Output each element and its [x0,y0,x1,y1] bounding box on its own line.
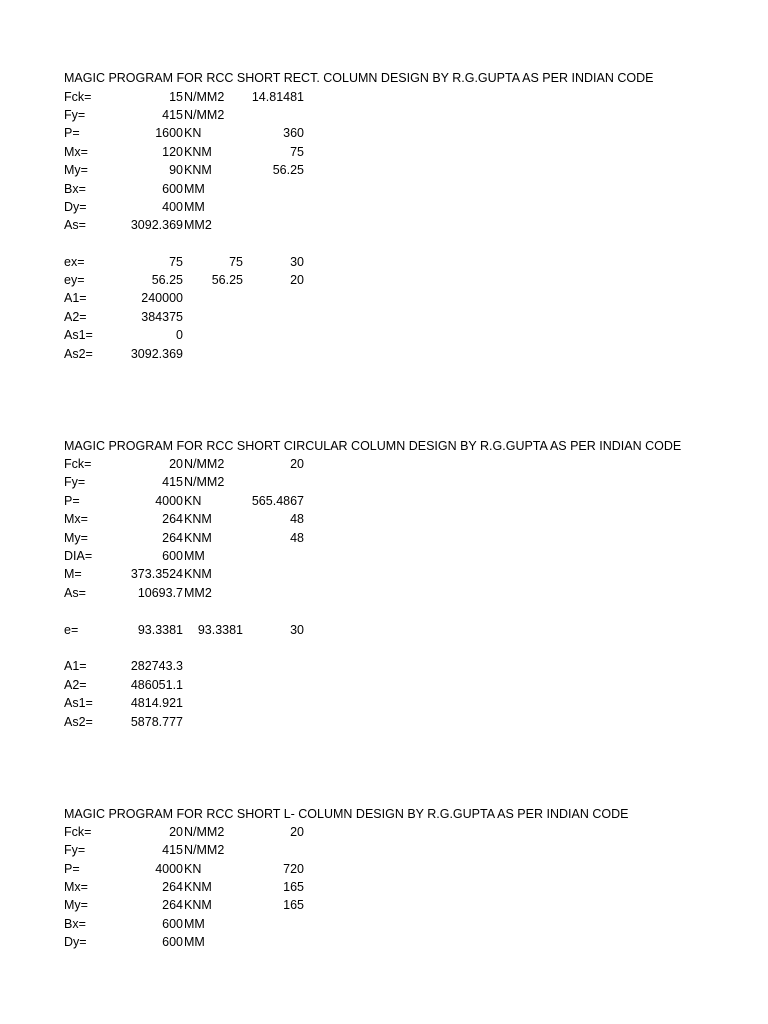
row-value: 5878.777 [130,715,183,729]
row-value: 384375 [141,310,183,324]
row-value: 10693.7 [137,586,183,600]
input-row [0,841,768,859]
row-extra: 56.25 [272,163,304,177]
result-row [0,271,768,289]
row-value: 486051.1 [130,678,183,692]
row-unit: KNM [184,898,212,912]
input-row [0,216,768,234]
row-unit: KN [184,494,202,508]
row-value: 415 [162,843,183,857]
row-label: e= [64,623,79,637]
row-value: 264 [162,531,183,545]
row-label: Mx= [64,145,88,159]
row-extra: 20 [290,273,304,287]
row-label: A2= [64,310,87,324]
row-label: As1= [64,328,93,342]
input-row [0,565,768,583]
input-row [0,823,768,841]
row-value: 120 [162,145,183,159]
row-label: A1= [64,659,87,673]
row-label: As2= [64,715,93,729]
row-value: 56.25 [151,273,183,287]
row-mid: 93.3381 [197,623,243,637]
row-label: P= [64,494,80,508]
input-row [0,584,768,602]
row-value: 240000 [141,291,183,305]
row-label: My= [64,163,88,177]
input-row [0,510,768,528]
section-title: MAGIC PROGRAM FOR RCC SHORT CIRCULAR COLUMN DESIGN BY R.G.GUPTA AS PER INDIAN CODE [64,439,682,453]
row-label: My= [64,898,88,912]
row-value: 264 [162,898,183,912]
input-row [0,180,768,198]
row-label: ey= [64,273,85,287]
row-label: A1= [64,291,87,305]
row-label: Bx= [64,917,86,931]
row-label: P= [64,862,80,876]
row-value: 93.3381 [137,623,183,637]
row-value: 264 [162,880,183,894]
input-row [0,473,768,491]
row-value: 600 [162,917,183,931]
input-row [0,106,768,124]
input-row [0,455,768,473]
row-extra: 30 [290,255,304,269]
row-extra: 48 [290,531,304,545]
row-label: DIA= [64,549,93,563]
row-value: 600 [162,182,183,196]
row-unit: KNM [184,531,212,545]
result-row [0,676,768,694]
row-unit: MM2 [184,586,212,600]
row-value: 4000 [155,494,183,508]
row-value: 3092.369 [130,347,183,361]
row-unit: KNM [184,567,212,581]
result-row [0,289,768,307]
row-label: Fy= [64,843,86,857]
row-value: 90 [169,163,183,177]
row-label: As1= [64,696,93,710]
row-label: Mx= [64,512,88,526]
row-value: 20 [169,457,183,471]
row-value: 3092.369 [130,218,183,232]
row-unit: MM [184,549,205,563]
row-unit: KNM [184,163,212,177]
row-unit: N/MM2 [184,90,225,104]
row-value: 282743.3 [130,659,183,673]
row-unit: KNM [184,512,212,526]
section-title: MAGIC PROGRAM FOR RCC SHORT L- COLUMN DESIGN BY R.G.GUPTA AS PER INDIAN CODE [64,807,629,821]
row-label: Fy= [64,475,86,489]
input-row [0,878,768,896]
row-unit: MM [184,200,205,214]
result-row [0,657,768,675]
row-label: M= [64,567,82,581]
row-mid: 56.25 [211,273,243,287]
row-unit: N/MM2 [184,108,225,122]
row-label: Fck= [64,457,92,471]
result-row [0,621,768,639]
row-label: Dy= [64,935,87,949]
row-value: 415 [162,475,183,489]
input-row [0,143,768,161]
input-row [0,896,768,914]
row-unit: N/MM2 [184,843,225,857]
row-value: 600 [162,935,183,949]
row-extra: 30 [290,623,304,637]
row-extra: 20 [290,457,304,471]
row-label: Fck= [64,90,92,104]
row-unit: MM [184,917,205,931]
row-label: ex= [64,255,85,269]
row-extra: 360 [283,126,304,140]
result-row [0,326,768,344]
row-unit: N/MM2 [184,457,225,471]
row-value: 1600 [155,126,183,140]
row-unit: MM [184,182,205,196]
input-row [0,547,768,565]
result-row [0,308,768,326]
input-row [0,124,768,142]
section-title-row [0,805,768,823]
row-label: A2= [64,678,87,692]
row-label: Mx= [64,880,88,894]
row-value: 400 [162,200,183,214]
input-row [0,492,768,510]
row-unit: MM2 [184,218,212,232]
row-label: Fck= [64,825,92,839]
row-unit: KN [184,862,202,876]
row-value: 4000 [155,862,183,876]
row-value: 15 [169,90,183,104]
input-row [0,529,768,547]
row-unit: KN [184,126,202,140]
section-title-row [0,69,768,87]
row-value: 0 [176,328,183,342]
input-row [0,88,768,106]
section-title-row [0,437,768,455]
input-row [0,933,768,951]
row-extra: 165 [283,898,304,912]
row-extra: 75 [290,145,304,159]
row-value: 20 [169,825,183,839]
row-value: 75 [169,255,183,269]
row-unit: N/MM2 [184,825,225,839]
result-row [0,253,768,271]
row-unit: KNM [184,880,212,894]
row-value: 415 [162,108,183,122]
row-value: 373.3524 [130,567,183,581]
row-label: My= [64,531,88,545]
row-extra: 48 [290,512,304,526]
result-row [0,694,768,712]
section-title: MAGIC PROGRAM FOR RCC SHORT RECT. COLUMN DESIGN BY R.G.GUPTA AS PER INDIAN CODE [64,71,654,85]
row-unit: MM [184,935,205,949]
row-unit: KNM [184,145,212,159]
input-row [0,198,768,216]
input-row [0,161,768,179]
row-label: As2= [64,347,93,361]
row-label: As= [64,586,86,600]
row-mid: 75 [229,255,243,269]
input-row [0,915,768,933]
input-row [0,860,768,878]
row-unit: N/MM2 [184,475,225,489]
row-extra: 165 [283,880,304,894]
row-label: As= [64,218,86,232]
row-label: Fy= [64,108,86,122]
row-value: 4814.921 [130,696,183,710]
row-extra: 720 [283,862,304,876]
row-label: Dy= [64,200,87,214]
row-label: Bx= [64,182,86,196]
row-value: 264 [162,512,183,526]
row-extra: 14.81481 [251,90,304,104]
row-extra: 565.4867 [251,494,304,508]
row-label: P= [64,126,80,140]
result-row [0,345,768,363]
result-row [0,713,768,731]
row-extra: 20 [290,825,304,839]
row-value: 600 [162,549,183,563]
